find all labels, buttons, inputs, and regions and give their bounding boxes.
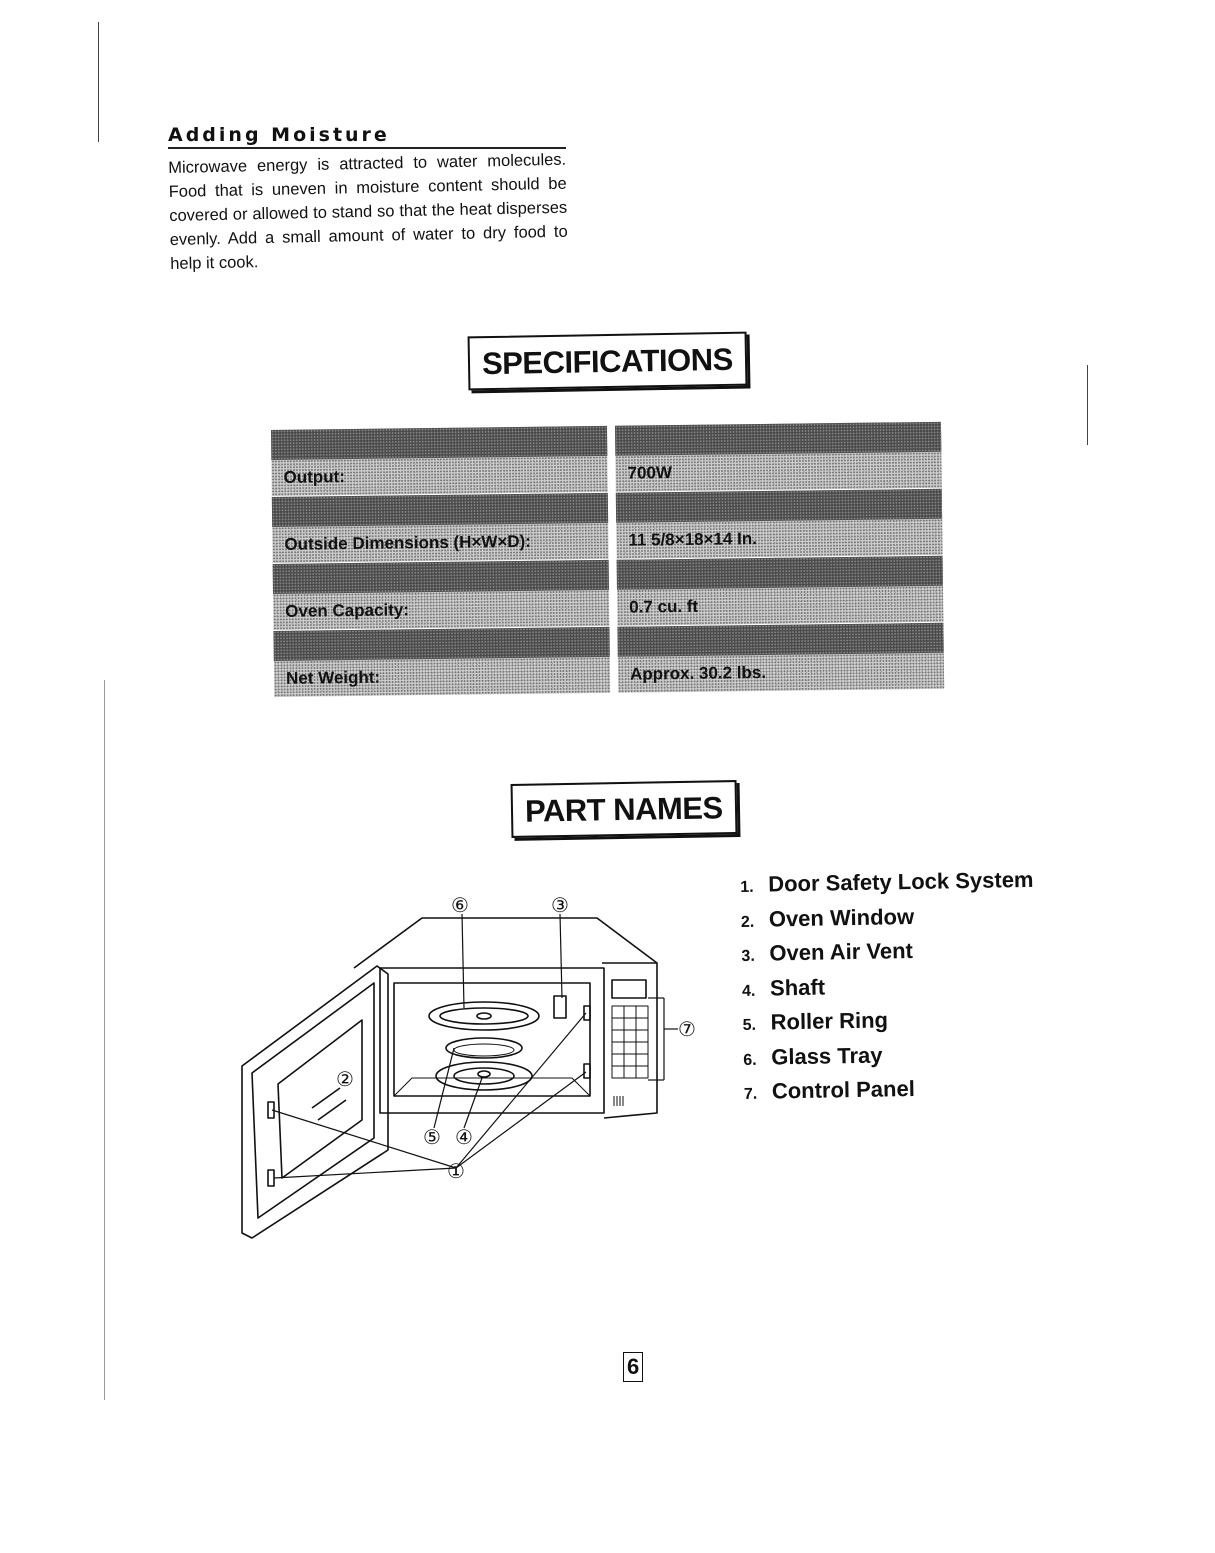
part-number: 5.	[742, 1016, 757, 1034]
spec-value-cell	[617, 556, 944, 626]
callout-3: ③	[551, 893, 569, 917]
heading-text: Adding Moisture	[168, 124, 390, 146]
callout-2: ②	[336, 1067, 354, 1091]
part-number: 1.	[740, 878, 754, 896]
moisture-paragraph: Microwave energy is attracted to water molecules. Food that is uneven in moisture content should be covered or allowed to stand so that the heat disperses evenly. Add a small amount of water to dry food to help it cook.	[168, 150, 568, 273]
part-names-list	[740, 866, 1104, 1114]
spec-value: 11 5/8×18×14 In.	[628, 529, 758, 550]
scan-artifact-line	[104, 680, 105, 1400]
spec-row	[271, 422, 942, 496]
part-number: 4.	[741, 982, 756, 1000]
spec-label-cell	[273, 560, 610, 630]
spec-value: Approx. 30.2 lbs.	[629, 662, 767, 684]
spec-value: 0.7 cu. ft	[629, 596, 699, 617]
part-name: Roller Ring	[770, 1007, 889, 1035]
part-name: Oven Air Vent	[769, 937, 914, 966]
spec-label: Oven Capacity:	[285, 600, 410, 621]
spec-value-cell	[615, 422, 942, 492]
spec-value-cell	[616, 489, 943, 559]
part-name: Control Panel	[771, 1075, 916, 1104]
callout-1: ①	[447, 1159, 465, 1183]
part-number: 3.	[741, 947, 755, 965]
spec-label: Outside Dimensions (H×W×D):	[284, 531, 532, 554]
spec-label: Output:	[283, 467, 346, 487]
spec-row	[273, 623, 944, 697]
callout-5: ⑤	[423, 1125, 441, 1149]
specifications-title: SPECIFICATIONS	[468, 332, 748, 391]
page-number: 6	[623, 1352, 643, 1382]
part-name: Shaft	[769, 974, 826, 1000]
spec-row	[273, 556, 944, 630]
scan-artifact-line	[98, 22, 99, 142]
callout-7: ⑦	[678, 1017, 696, 1041]
part-name: Glass Tray	[771, 1042, 883, 1069]
part-name: Oven Window	[768, 903, 915, 932]
part-number: 2.	[740, 913, 755, 931]
callout-4: ④	[455, 1125, 473, 1149]
spec-value: 700W	[627, 463, 673, 483]
spec-row	[272, 489, 943, 563]
spec-value-cell	[617, 623, 944, 693]
scan-artifact-line	[1087, 365, 1088, 445]
spec-label-cell	[271, 426, 608, 496]
specifications-table	[271, 422, 944, 698]
part-number: 7.	[743, 1085, 758, 1103]
section-heading-adding-moisture	[168, 124, 566, 149]
spec-label-cell	[273, 627, 610, 697]
spec-label: Net Weight:	[285, 667, 381, 688]
part-names-title: PART NAMES	[511, 780, 738, 838]
callout-6: ⑥	[451, 893, 469, 917]
list-item	[744, 1073, 1105, 1114]
spec-label-cell	[272, 493, 609, 563]
microwave-diagram	[232, 888, 702, 1248]
part-name: Door Safety Lock System	[767, 866, 1034, 897]
part-number: 6.	[743, 1051, 757, 1069]
